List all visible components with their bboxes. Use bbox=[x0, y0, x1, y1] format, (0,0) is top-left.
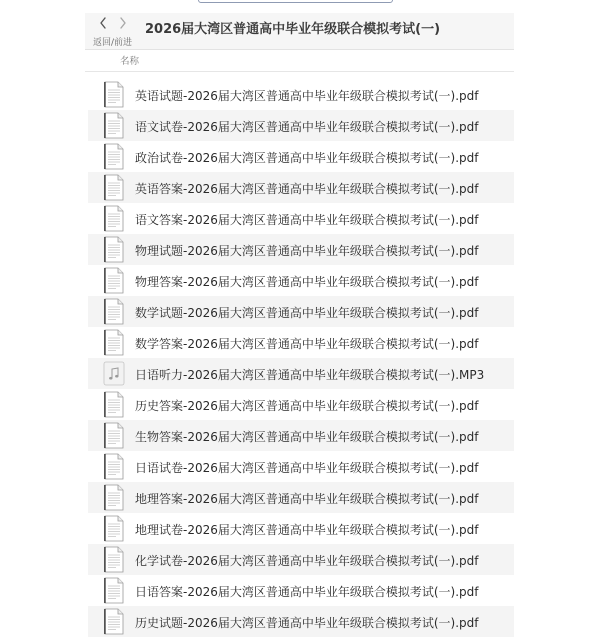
file-name: 日语听力-2026届大湾区普通高中毕业年级联合模拟考试(一).MP3 bbox=[135, 368, 485, 382]
file-list bbox=[88, 79, 514, 637]
pdf-document-icon bbox=[103, 577, 125, 604]
pdf-document-icon bbox=[103, 112, 125, 139]
audio-file-icon bbox=[103, 360, 125, 387]
column-header-name[interactable]: 名称 bbox=[120, 56, 140, 67]
file-row[interactable] bbox=[88, 513, 514, 544]
file-name: 物理试题-2026届大湾区普通高中毕业年级联合模拟考试(一).pdf bbox=[135, 244, 479, 258]
forward-button[interactable] bbox=[116, 15, 130, 31]
pdf-document-icon bbox=[103, 174, 125, 201]
file-name: 数学试题-2026届大湾区普通高中毕业年级联合模拟考试(一).pdf bbox=[135, 306, 479, 320]
window-title: 2026届大湾区普通高中毕业年级联合模拟考试(一) bbox=[145, 22, 441, 37]
file-row[interactable] bbox=[88, 203, 514, 234]
file-name: 英语答案-2026届大湾区普通高中毕业年级联合模拟考试(一).pdf bbox=[135, 182, 479, 196]
pdf-document-icon bbox=[103, 267, 125, 294]
pdf-document-icon bbox=[103, 453, 125, 480]
top-tab-outline bbox=[198, 0, 393, 3]
file-row[interactable] bbox=[88, 296, 514, 327]
file-row[interactable] bbox=[88, 575, 514, 606]
file-row[interactable] bbox=[88, 389, 514, 420]
file-row[interactable] bbox=[88, 110, 514, 141]
toolbar bbox=[85, 13, 514, 50]
pdf-document-icon bbox=[103, 205, 125, 232]
pdf-document-icon bbox=[103, 143, 125, 170]
file-name: 地理试卷-2026届大湾区普通高中毕业年级联合模拟考试(一).pdf bbox=[135, 523, 479, 537]
file-row[interactable] bbox=[88, 606, 514, 637]
file-row[interactable] bbox=[88, 358, 514, 389]
file-row[interactable] bbox=[88, 234, 514, 265]
nav-label: 返回/前进 bbox=[93, 38, 133, 48]
file-row[interactable] bbox=[88, 327, 514, 358]
pdf-document-icon bbox=[103, 391, 125, 418]
file-name: 政治试卷-2026届大湾区普通高中毕业年级联合模拟考试(一).pdf bbox=[135, 151, 479, 165]
file-row[interactable] bbox=[88, 79, 514, 110]
chevron-right-icon bbox=[118, 16, 128, 30]
file-name: 地理答案-2026届大湾区普通高中毕业年级联合模拟考试(一).pdf bbox=[135, 492, 479, 506]
pdf-document-icon bbox=[103, 298, 125, 325]
file-row[interactable] bbox=[88, 544, 514, 575]
file-name: 日语试卷-2026届大湾区普通高中毕业年级联合模拟考试(一).pdf bbox=[135, 461, 479, 475]
file-row[interactable] bbox=[88, 451, 514, 482]
pdf-document-icon bbox=[103, 329, 125, 356]
file-name: 历史试题-2026届大湾区普通高中毕业年级联合模拟考试(一).pdf bbox=[135, 616, 479, 630]
pdf-document-icon bbox=[103, 608, 125, 635]
pdf-document-icon bbox=[103, 546, 125, 573]
file-name: 数学答案-2026届大湾区普通高中毕业年级联合模拟考试(一).pdf bbox=[135, 337, 479, 351]
pdf-document-icon bbox=[103, 81, 125, 108]
pdf-document-icon bbox=[103, 236, 125, 263]
file-name: 化学试卷-2026届大湾区普通高中毕业年级联合模拟考试(一).pdf bbox=[135, 554, 479, 568]
file-row[interactable] bbox=[88, 482, 514, 513]
file-row[interactable] bbox=[88, 141, 514, 172]
chevron-left-icon bbox=[98, 16, 108, 30]
finder-window bbox=[85, 13, 514, 634]
file-name: 生物答案-2026届大湾区普通高中毕业年级联合模拟考试(一).pdf bbox=[135, 430, 479, 444]
pdf-document-icon bbox=[103, 515, 125, 542]
pdf-document-icon bbox=[103, 484, 125, 511]
back-button[interactable] bbox=[96, 15, 110, 31]
file-name: 英语试题-2026届大湾区普通高中毕业年级联合模拟考试(一).pdf bbox=[135, 89, 479, 103]
file-name: 历史答案-2026届大湾区普通高中毕业年级联合模拟考试(一).pdf bbox=[135, 399, 479, 413]
pdf-document-icon bbox=[103, 422, 125, 449]
file-row[interactable] bbox=[88, 265, 514, 296]
column-header bbox=[85, 50, 514, 72]
file-name: 语文试卷-2026届大湾区普通高中毕业年级联合模拟考试(一).pdf bbox=[135, 120, 479, 134]
file-name: 语文答案-2026届大湾区普通高中毕业年级联合模拟考试(一).pdf bbox=[135, 213, 479, 227]
file-name: 日语答案-2026届大湾区普通高中毕业年级联合模拟考试(一).pdf bbox=[135, 585, 479, 599]
file-row[interactable] bbox=[88, 172, 514, 203]
file-name: 物理答案-2026届大湾区普通高中毕业年级联合模拟考试(一).pdf bbox=[135, 275, 479, 289]
file-row[interactable] bbox=[88, 420, 514, 451]
